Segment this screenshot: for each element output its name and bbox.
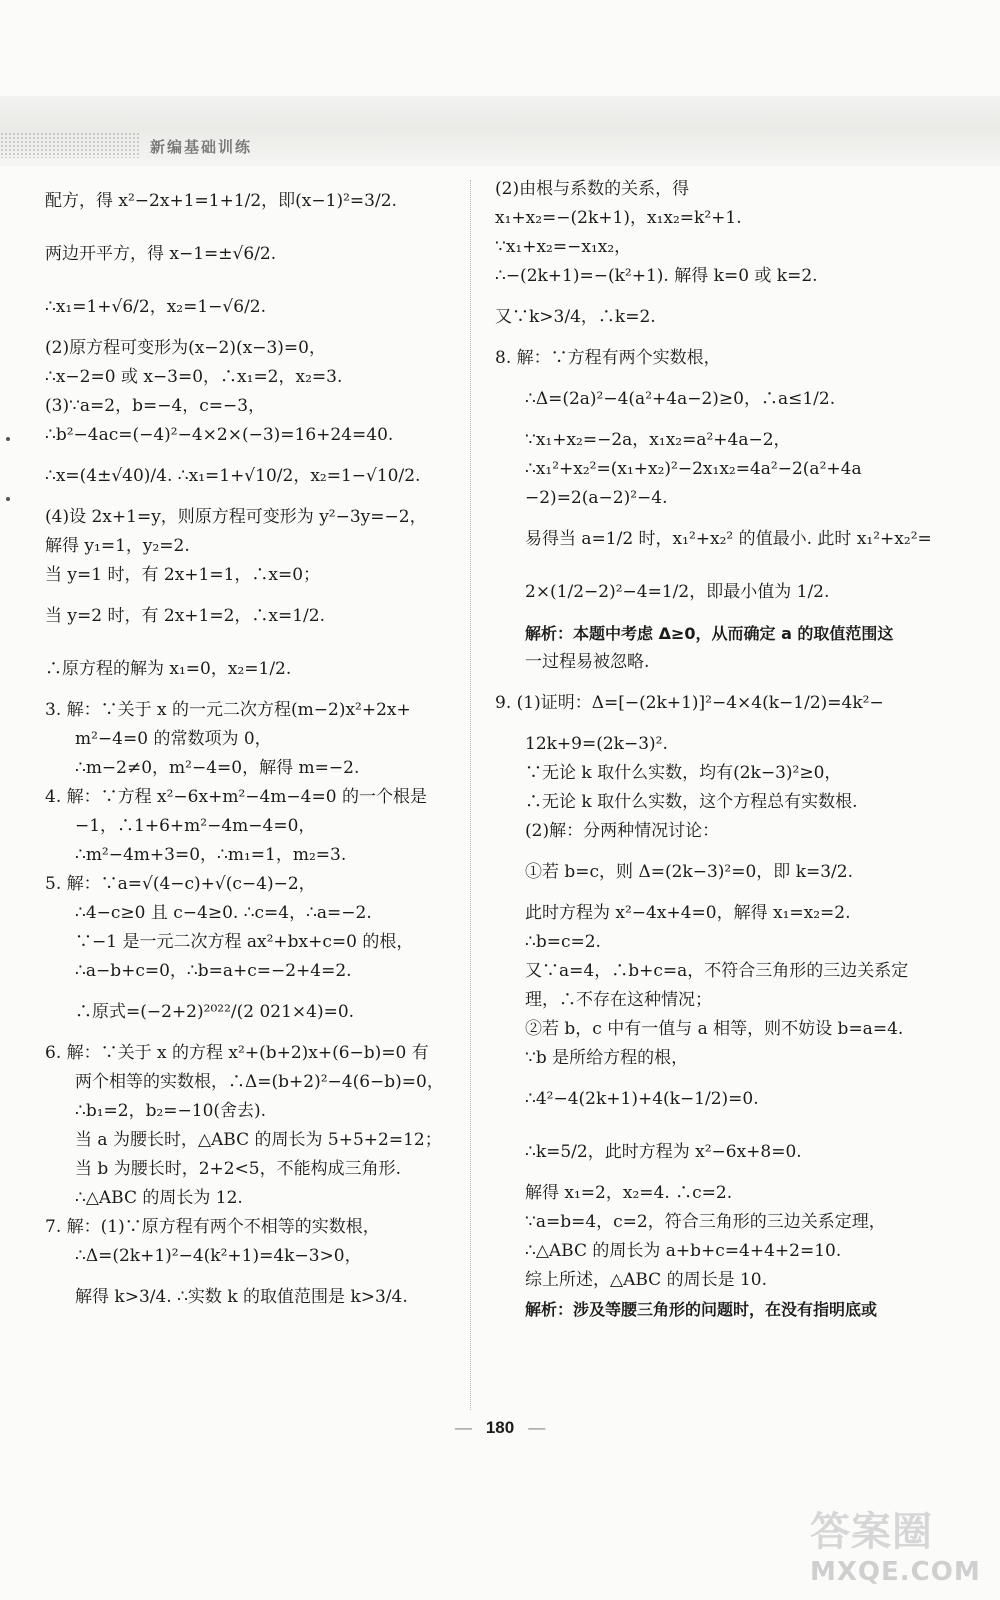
text-line: ∵b 是所给方程的根， (525, 1048, 689, 1068)
text-line: ∴x₁=1+√6/2，x₂=1−√6/2. (45, 297, 267, 317)
page-number: 180 (485, 1418, 515, 1437)
footer-dash: — (528, 1418, 546, 1437)
text-line: ②若 b，c 中有一值与 a 相等，则不妨设 b=a=4. (525, 1019, 904, 1039)
margin-mark (6, 437, 10, 441)
margin-mark (6, 497, 10, 501)
text-line: −1，∴1+6+m²−4m−4=0， (75, 816, 316, 836)
left-column (45, 175, 460, 1324)
text-line: ∵−1 是一元二次方程 ax²+bx+c=0 的根， (75, 932, 414, 952)
text-line: ∴△ABC 的周长为 12. (75, 1188, 243, 1208)
text-line: 解得 x₁=2，x₂=4. ∴c=2. (525, 1183, 733, 1203)
text-line: (2)解：分两种情况讨论： (525, 821, 720, 841)
text-line: 12k+9=(2k−3)². (525, 734, 668, 754)
watermark-logo-text: 答案圈 (810, 1509, 933, 1555)
problem-6-line: 6. 解：∵关于 x 的方程 x²+(b+2)x+(6−b)=0 有 (45, 1043, 429, 1063)
problem-5-line: 5. 解：∵a=√(4−c)+√(c−4)−2， (45, 874, 316, 894)
text-line: ∴Δ=(2a)²−4(a²+4a−2)≥0，∴a≤1/2. (525, 389, 836, 409)
text-line: ∴原式=(−2+2)²⁰²²/(2 021×4)=0. (75, 1002, 355, 1022)
text-line: ∴m²−4m+3=0，∴m₁=1，m₂=3. (75, 845, 347, 865)
analysis-note: 解析：本题中考虑 Δ≥0，从而确定 a 的取值范围这 (525, 624, 894, 643)
text-line: ∵无论 k 取什么实数，均有(2k−3)²≥0， (525, 763, 842, 783)
text-line: x₁+x₂=−(2k+1)，x₁x₂=k²+1. (495, 208, 742, 228)
problem-3-line: 3. 解：∵关于 x 的一元二次方程(m−2)x²+2x+ (45, 700, 411, 720)
text-line: 一过程易被忽略. (525, 652, 650, 672)
text-line: 2×(1/2−2)²−4=1/2，即最小值为 1/2. (525, 582, 830, 602)
text-line: ∴x₁²+x₂²=(x₁+x₂)²−2x₁x₂=4a²−2(a²+4a (525, 459, 862, 479)
text-line: (3)∵a=2，b=−4，c=−3， (45, 396, 266, 416)
text-line: −2)=2(a−2)²−4. (525, 488, 668, 508)
text-line: 理，∴不存在这种情况； (525, 990, 712, 1010)
text-line: 解得 k>3/4. ∴实数 k 的取值范围是 k>3/4. (75, 1287, 408, 1307)
text-line: ∴无论 k 取什么实数，这个方程总有实数根. (525, 792, 858, 812)
text-line: ∴k=5/2，此时方程为 x²−6x+8=0. (525, 1142, 802, 1162)
book-series-label: 新编基础训练 (150, 138, 253, 156)
page-number-footer (0, 1418, 1000, 1438)
text-line: ∴x=(4±√40)/4. ∴x₁=1+√10/2，x₂=1−√10/2. (45, 466, 421, 486)
text-line: ∴b₁=2，b₂=−10(舍去). (75, 1101, 267, 1121)
text-line: 当 y=2 时，有 2x+1=2，∴x=1/2. (45, 606, 325, 626)
problem-8-line: 8. 解：∵方程有两个实数根， (495, 348, 721, 368)
text-line: ∵x₁+x₂=−x₁x₂， (495, 237, 632, 257)
problem-4-line: 4. 解：∵方程 x²−6x+m²−4m−4=0 的一个根是 (45, 787, 427, 807)
text-line: 配方，得 x²−2x+1=1+1/2，即(x−1)²=3/2. (45, 191, 397, 211)
text-line: 又∵k>3/4，∴k=2. (495, 307, 656, 327)
text-line: (2)原方程可变形为(x−2)(x−3)=0， (45, 338, 326, 358)
text-line: ∵x₁+x₂=−2a，x₁x₂=a²+4a−2， (525, 430, 791, 450)
text-line: 解得 y₁=1，y₂=2. (45, 536, 190, 556)
text-line: (2)由根与系数的关系，得 (495, 179, 690, 199)
watermark (810, 1500, 981, 1587)
text-line: ∴4²−4(2k+1)+4(k−1/2)=0. (525, 1089, 759, 1109)
header-dot-pattern (0, 132, 140, 158)
problem-9-line: 9. (1)证明：Δ=[−(2k+1)]²−4×4(k−1/2)=4k²− (495, 693, 884, 713)
text-line: ∵a=b=4，c=2，符合三角形的三边关系定理， (525, 1212, 886, 1232)
text-line: ∴x−2=0 或 x−3=0，∴x₁=2，x₂=3. (45, 367, 343, 387)
text-line: 此时方程为 x²−4x+4=0，解得 x₁=x₂=2. (525, 903, 851, 923)
text-line: 两边开平方，得 x−1=±√6/2. (45, 244, 277, 264)
watermark-domain: MXQE.COM (810, 1557, 981, 1587)
column-divider (470, 180, 471, 1410)
text-line: ∴a−b+c=0，∴b=a+c=−2+4=2. (75, 961, 352, 981)
text-line: 两个相等的实数根，∴Δ=(b+2)²−4(6−b)=0， (75, 1072, 444, 1092)
text-line: 当 y=1 时，有 2x+1=1，∴x=0； (45, 565, 321, 585)
text-line: ∴4−c≥0 且 c−4≥0. ∴c=4，∴a=−2. (75, 903, 372, 923)
text-line: ∴Δ=(2k+1)²−4(k²+1)=4k−3>0， (75, 1246, 362, 1266)
text-line: ∴b²−4ac=(−4)²−4×2×(−3)=16+24=40. (45, 425, 394, 445)
text-line: 综上所述，△ABC 的周长是 10. (525, 1270, 768, 1290)
text-line: ∴−(2k+1)=−(k²+1). 解得 k=0 或 k=2. (495, 266, 818, 286)
text-line: 又∵a=4，∴b+c=a，不符合三角形的三边关系定 (525, 961, 909, 981)
text-line: ∴△ABC 的周长为 a+b+c=4+4+2=10. (525, 1241, 842, 1261)
footer-dash: — (454, 1418, 472, 1437)
text-line: 当 a 为腰长时，△ABC 的周长为 5+5+2=12； (75, 1130, 442, 1150)
text-line: ∴m−2≠0，m²−4=0，解得 m=−2. (75, 758, 360, 778)
text-line: ①若 b=c，则 Δ=(2k−3)²=0，即 k=3/2. (525, 862, 854, 882)
problem-7-line: 7. 解：(1)∵原方程有两个不相等的实数根， (45, 1217, 380, 1237)
text-line: 易得当 a=1/2 时，x₁²+x₂² 的值最小. 此时 x₁²+x₂²= (525, 529, 932, 549)
text-line: 当 b 为腰长时，2+2<5，不能构成三角形. (75, 1159, 402, 1179)
text-line: m²−4=0 的常数项为 0， (75, 729, 272, 749)
analysis-note: 解析：涉及等腰三角形的问题时，在没有指明底或 (525, 1300, 878, 1319)
text-line: ∴原方程的解为 x₁=0，x₂=1/2. (45, 659, 292, 679)
right-column (495, 175, 932, 1324)
text-line: ∴b=c=2. (525, 932, 601, 952)
text-line: (4)设 2x+1=y，则原方程可变形为 y²−3y=−2， (45, 507, 427, 527)
